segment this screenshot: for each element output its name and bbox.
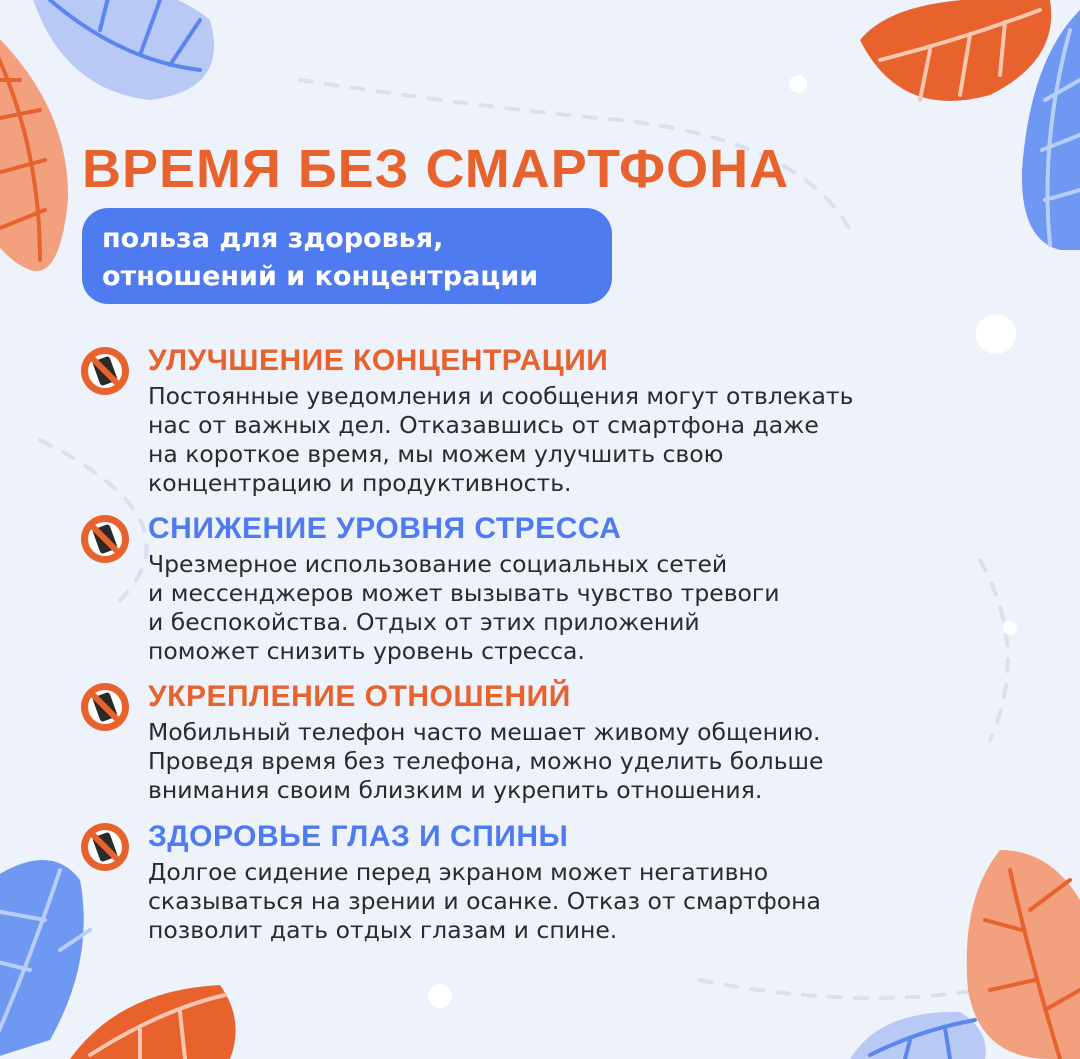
leaf-left-orange <box>0 20 68 271</box>
benefit-text-line: на короткое время, мы можем улучшить свою <box>148 440 724 468</box>
page-title: ВРЕМЯ БЕЗ СМАРТФОНА <box>82 139 790 199</box>
subtitle-line-1: польза для здоровья, <box>102 223 444 254</box>
leaf-top-right-orange <box>860 0 1051 101</box>
benefit-title: ЗДОРОВЬЕ ГЛАЗ И СПИНЫ <box>148 820 569 853</box>
leaf-bottom-left-blue <box>0 860 90 1059</box>
subtitle-pill <box>82 208 612 304</box>
benefit-text-line: поможет снизить уровень стресса. <box>148 637 585 665</box>
benefit-text-line: и мессенджеров может вызывать чувство тревоги <box>148 579 780 607</box>
benefit-text-line: Долгое сидение перед экраном может негативно <box>148 858 769 886</box>
benefit-title: УКРЕПЛЕНИЕ ОТНОШЕНИЙ <box>148 680 571 713</box>
benefit-title: СНИЖЕНИЕ УРОВНЯ СТРЕССА <box>148 512 622 545</box>
no-phone-icon <box>80 514 130 564</box>
benefit-text-line: нас от важных дел. Отказавшись от смартфона даже <box>148 411 819 439</box>
benefit-text-line: концентрацию и продуктивность. <box>148 469 572 497</box>
no-phone-icon <box>80 682 130 732</box>
leaf-top-left-blue <box>30 0 214 100</box>
leaf-bottom-right-blue <box>850 1012 986 1059</box>
benefit-text <box>148 382 1028 498</box>
benefit-text-line: внимания своим близким и укрепить отношения. <box>148 776 763 804</box>
leaf-bottom-orange <box>70 985 236 1059</box>
benefit-text-line: позволит дать отдых глазам и спине. <box>148 916 618 944</box>
benefit-text <box>148 550 1028 666</box>
benefit-text-line: Чрезмерное использование социальных сетей <box>148 550 728 578</box>
benefit-text-line: Постоянные уведомления и сообщения могут отвлекать <box>148 382 854 410</box>
benefit-text <box>148 718 1028 805</box>
benefit-text-line: Проведя время без телефона, можно уделить больше <box>148 747 824 775</box>
benefit-title: УЛУЧШЕНИЕ КОНЦЕНТРАЦИИ <box>148 344 609 377</box>
subtitle-line-2: отношений и концентрации <box>102 261 539 292</box>
benefit-text-line: и беспокойства. Отдых от этих приложений <box>148 608 700 636</box>
benefit-text <box>148 858 1028 945</box>
no-phone-icon <box>80 346 130 396</box>
no-phone-icon <box>80 822 130 872</box>
benefit-text-line: сказываться на зрении и осанке. Отказ от смартфона <box>148 887 821 915</box>
benefit-text-line: Мобильный телефон часто мешает живому общению. <box>148 718 821 746</box>
